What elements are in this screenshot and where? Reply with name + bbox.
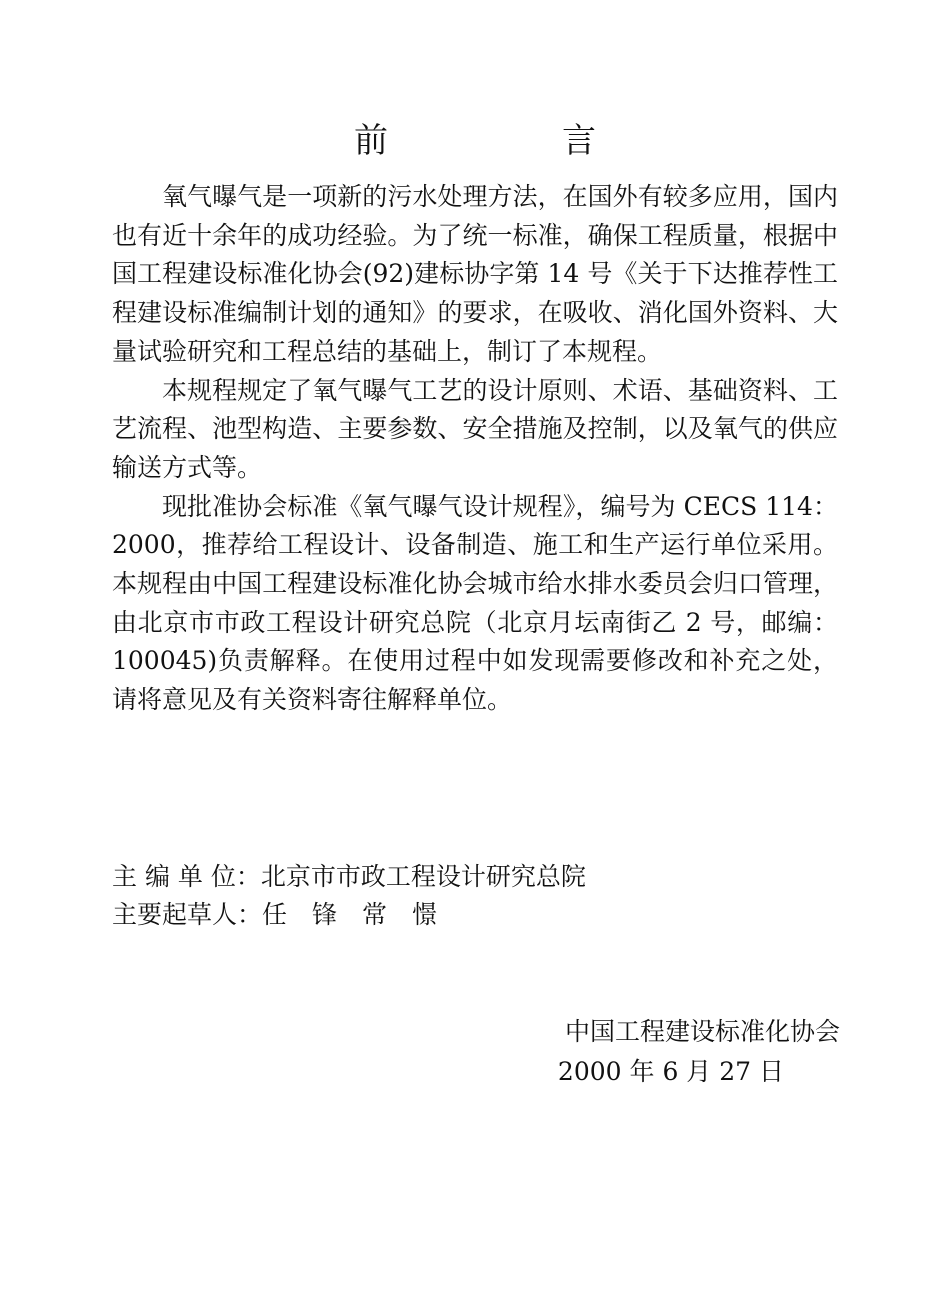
editor-unit-label: 主 编 单 位： — [112, 862, 261, 891]
signature-block — [540, 1012, 840, 1092]
preface-body — [112, 178, 838, 720]
credits-block — [112, 858, 838, 934]
drafter-value: 任 锋 常 憬 — [262, 900, 438, 929]
signature-organization: 中国工程建设标准化协会 — [564, 1017, 840, 1046]
preface-paragraph-2: 本规程规定了氧气曝气工艺的设计原则、术语、基础资料、工艺流程、池型构造、主要参数、安全措施及控制，以及氧气的供应输送方式等。 — [112, 375, 838, 482]
drafter-row — [112, 896, 838, 934]
preface-paragraph-1: 氧气曝气是一项新的污水处理方法，在国外有较多应用，国内也有近十余年的成功经验。为了统一标准，确保工程质量，根据中国工程建设标准化协会(92)建标协字第 14 号《关于下达推荐性工程建设标准编制计划的通知》的要求，在吸收、消化国外资料、大量试验研究和工程总结的基础上，制订了本规程。 — [112, 182, 838, 366]
editor-unit-value: 北京市市政工程设计研究总院 — [260, 862, 586, 891]
signature-date: 2000 年 6 月 27 日 — [557, 1057, 784, 1086]
editor-unit-row — [112, 858, 838, 896]
drafter-label: 主要起草人： — [112, 900, 263, 929]
preface-paragraph-3: 现批准协会标准《氧气曝气设计规程》，编号为 CECS 114：2000，推荐给工程设计、设备制造、施工和生产运行单位采用。本规程由中国工程建设标准化协会城市给水排水委员会归口管理，由北京市市政工程设计研究总院（北京月坛南街乙 2 号，邮编：100045)负责解释。在使用过程中如发现需要修改和补充之处，请将意见及有关资料寄往解释单位。 — [112, 491, 838, 715]
page-title: 前 言 — [354, 121, 666, 161]
